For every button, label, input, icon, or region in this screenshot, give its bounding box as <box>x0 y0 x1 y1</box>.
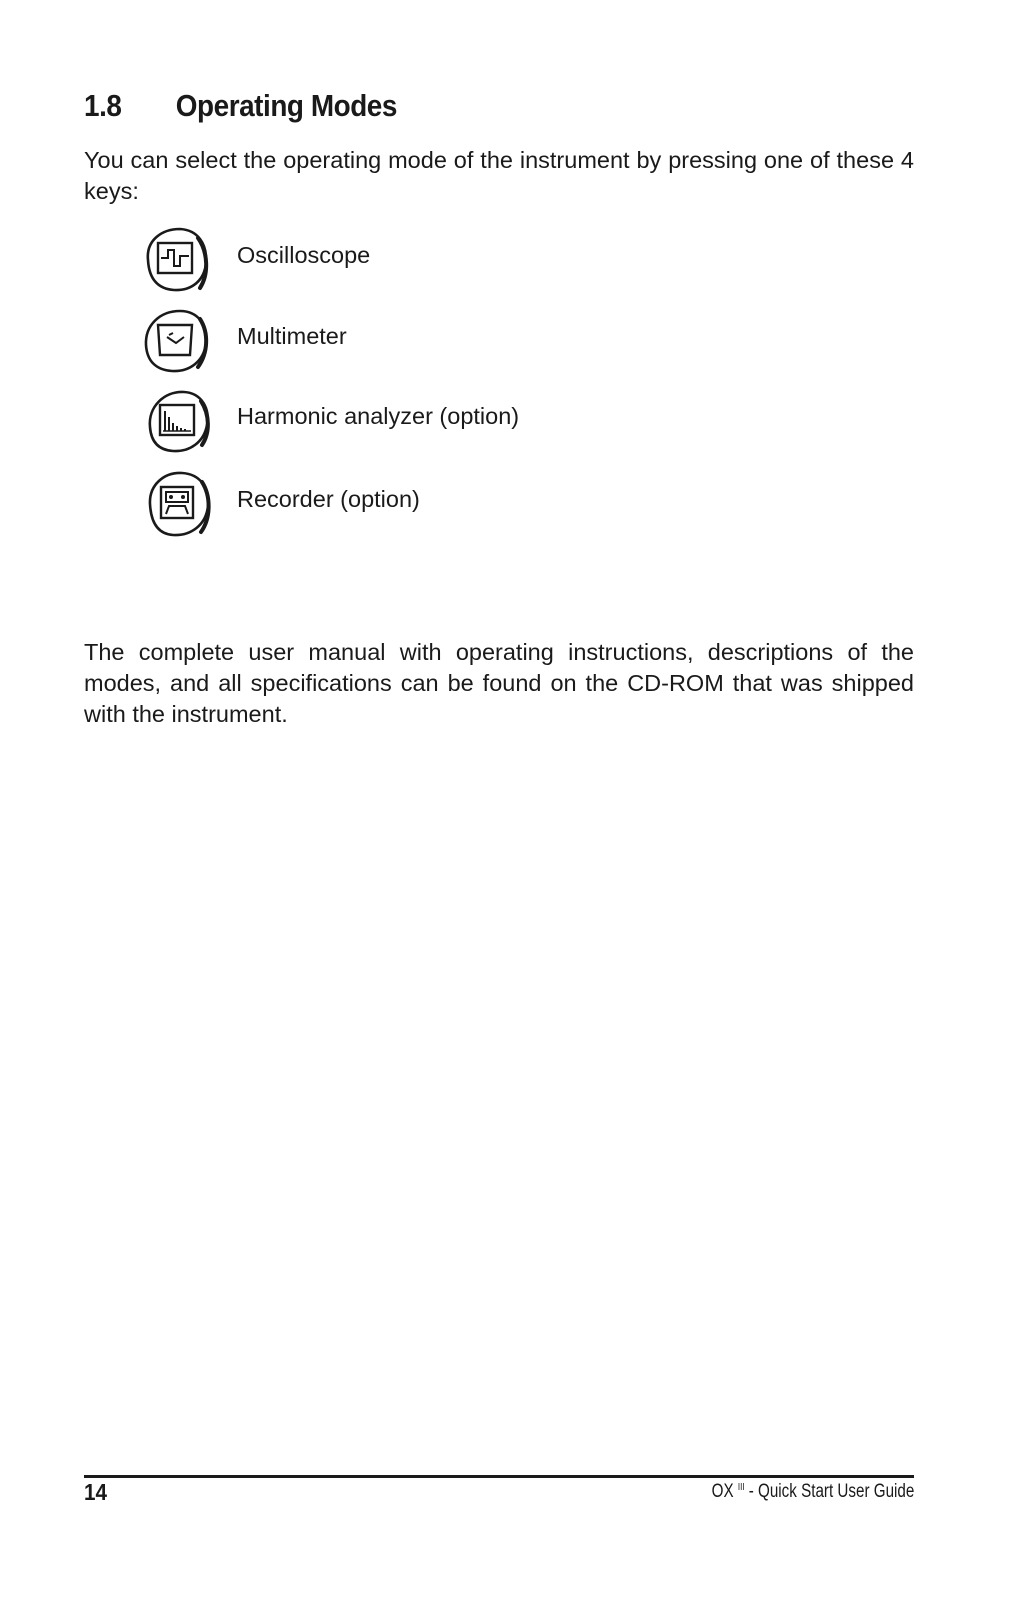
mode-item-recorder <box>136 468 736 540</box>
harmonic-analyzer-key-icon <box>140 385 212 457</box>
footer-divider <box>84 1475 914 1478</box>
recorder-key-icon <box>140 468 212 540</box>
page-number: 14 <box>84 1479 108 1505</box>
section-number: 1.8 <box>84 88 122 123</box>
mode-item-multimeter <box>136 305 736 377</box>
mode-label-harmonic-analyzer: Harmonic analyzer (option) <box>237 403 520 429</box>
footer-guide-superscript: III <box>737 1482 745 1493</box>
intro-paragraph: You can select the operating mode of the instrument by pressing one of these 4 keys: <box>84 147 914 204</box>
mode-label-multimeter: Multimeter <box>237 323 347 349</box>
mode-key-list <box>0 0 1036 600</box>
footer-guide-title <box>711 1481 914 1503</box>
section-title: Operating Modes <box>175 88 397 123</box>
mode-item-oscilloscope <box>136 224 736 296</box>
closing-paragraph: The complete user manual with operating instructions, descriptions of the modes, and all specifications can be found on the CD-ROM that was shipped with the instrument. <box>84 639 914 727</box>
multimeter-key-icon <box>140 305 212 377</box>
mode-label-recorder: Recorder (option) <box>237 486 420 512</box>
mode-item-harmonic-analyzer <box>136 385 736 457</box>
mode-label-oscilloscope: Oscilloscope <box>237 242 371 268</box>
oscilloscope-key-icon <box>140 224 212 296</box>
footer-guide-suffix: - Quick Start User Guide <box>744 1481 914 1502</box>
footer-guide-prefix: OX <box>711 1481 734 1502</box>
